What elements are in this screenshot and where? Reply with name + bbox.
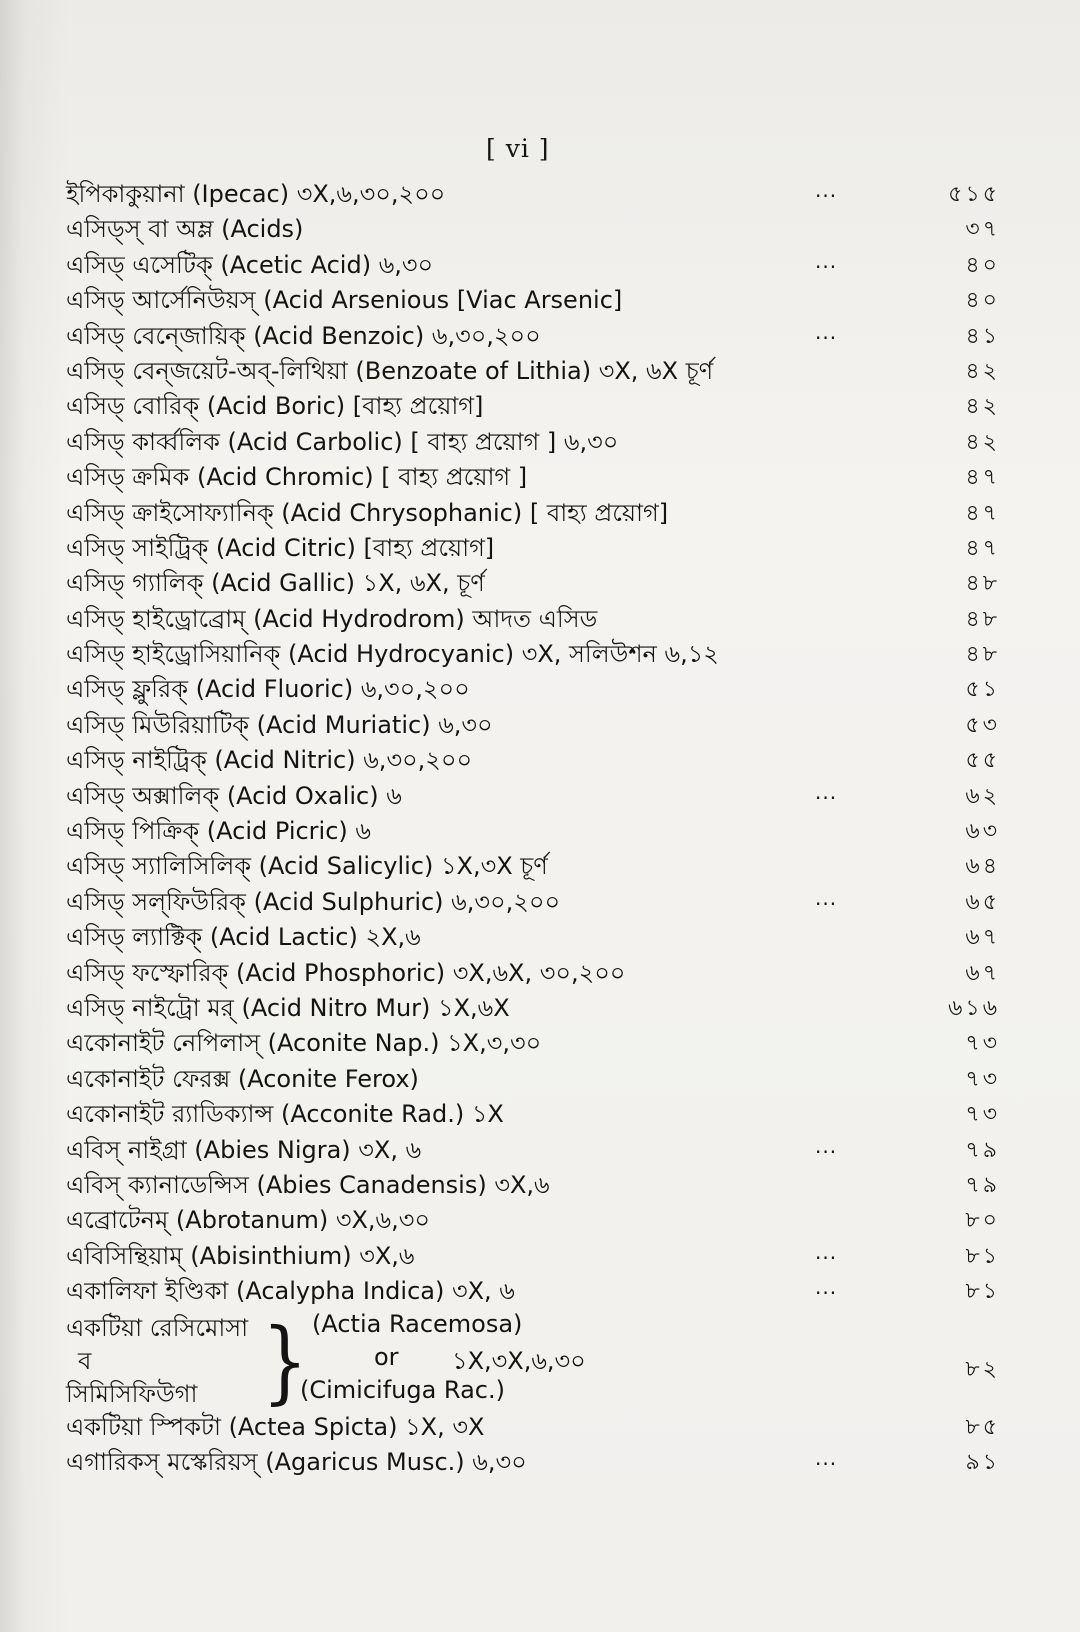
index-entry: [66, 708, 1006, 743]
entry-page: ৪২: [965, 358, 1000, 384]
index-entry: [66, 1026, 1006, 1061]
entry-page: ৪০: [965, 252, 1000, 278]
index-entry: [66, 956, 1006, 991]
index-entry: [66, 1203, 1006, 1238]
group-english-name-1: (Actia Racemosa): [312, 1309, 523, 1338]
entry-page: ৮১: [965, 1279, 1000, 1305]
entry-page: ৬৫: [965, 889, 1000, 915]
entry-page: ৭৩: [965, 1102, 1000, 1128]
index-entry: [66, 566, 1006, 601]
entry-name: এগারিকস্ মস্কেরিয়স্ (Agaricus Musc.) ৬,৩০: [66, 1447, 527, 1476]
entry-page: ৫১৫: [948, 182, 1000, 207]
entry-page: ৫৩: [965, 712, 1000, 738]
entry-name: এসিড্ আর্সেনিউয়স্ (Acid Arsenious [Viac Arsenic]: [66, 286, 623, 315]
index-entry: [66, 425, 1006, 460]
entry-page: ৪১: [965, 323, 1000, 349]
index-entry: [66, 991, 1006, 1026]
index-entry: [66, 1062, 1006, 1097]
index-entry: [66, 248, 1006, 283]
entry-name: এসিড্ ল্যাক্টিক্ (Acid Lactic) ২X,৬: [66, 923, 421, 952]
leader-dots: ...: [815, 1445, 838, 1470]
index-entry: [66, 212, 1006, 247]
group-bengali-line-2: ব: [78, 1346, 92, 1375]
entry-name: এবিসিন্থিয়াম্ (Abisinthium) ৩X,৬: [66, 1241, 415, 1270]
leader-dots: ...: [815, 178, 838, 202]
entry-page: ৪৭: [965, 535, 1000, 561]
entry-page: ৯১: [965, 1449, 1000, 1475]
entry-name: এসিড্ মিউরিয়াটিক্ (Acid Muriatic) ৬,৩০: [66, 710, 493, 739]
entry-page: ৭৯: [965, 1172, 1000, 1198]
entry-name: এসিড্ এসেটিক্ (Acetic Acid) ৬,৩০: [66, 250, 434, 279]
entry-name: এসিড্ অক্সালিক্ (Acid Oxalic) ৬: [66, 781, 402, 810]
entry-name: এসিড্ স্যালিসিলিক্ (Acid Salicylic) ১X,৩X চূর্ণ: [66, 852, 548, 881]
entry-page: ৪৭: [965, 500, 1000, 526]
index-entry: [66, 177, 1006, 212]
index-entry: [66, 354, 1006, 389]
entry-page: ৭৯: [965, 1137, 1000, 1163]
entry-name: এসিড্স্ বা অম্ল (Acids): [66, 215, 304, 244]
leader-dots: ...: [815, 779, 838, 804]
entry-name: এসিড্ বোরিক্ (Acid Boric) [বাহ্য প্রয়োগ]: [66, 392, 484, 421]
leader-dots: ...: [815, 319, 838, 344]
index-entry: [66, 1133, 1006, 1168]
entry-page: ৮০: [965, 1208, 1000, 1234]
group-english-name-2: (Cimicifuga Rac.): [300, 1375, 505, 1404]
index-entry: [66, 389, 1006, 424]
entry-name: এসিড্ হাইড্রোব্রোম্ (Acid Hydrodrom) আদত এসিড: [66, 604, 598, 633]
index-entry: [66, 779, 1006, 814]
group-potency: ১X,৩X,৬,৩০: [452, 1346, 586, 1375]
index-entry: [66, 1239, 1006, 1274]
entry-name: এব্রোটেনম্ (Abrotanum) ৩X,৬,৩০: [66, 1206, 431, 1235]
index-entry: [66, 1274, 1006, 1309]
entry-page: ৪৭: [965, 465, 1000, 491]
entry-name: একটিয়া স্পিকটা (Actea Spicta) ১X, ৩X: [66, 1412, 485, 1441]
entry-page: ৪২: [965, 429, 1000, 455]
index-entry: [66, 1410, 1006, 1445]
entry-name: এসিড্ সল্‌ফিউরিক্ (Acid Sulphuric) ৬,৩০,২০০: [66, 887, 561, 916]
entry-page: ৫৫: [965, 748, 1000, 774]
entry-name: এসিড্ হাইড্রোসিয়ানিক্ (Acid Hydrocyanic) ৩X, সলিউশন ৬,১২: [66, 640, 719, 669]
entry-name: একালিফা ইণ্ডিকা (Acalypha Indica) ৩X, ৬: [66, 1277, 515, 1306]
entry-name: একোনাইট ফেরক্স (Aconite Ferox): [66, 1064, 419, 1093]
entry-page: ৮১: [965, 1243, 1000, 1269]
index-entry: [66, 743, 1006, 778]
entry-page: ৬১৬: [948, 995, 1000, 1021]
leader-dots: ...: [815, 1239, 838, 1264]
entry-name: এসিড্ ফ্লুরিক্ (Acid Fluoric) ৬,৩০,২০০: [66, 675, 470, 704]
group-bengali-line-3: সিমিসিফিউগা: [66, 1379, 198, 1408]
entry-page: ৬৭: [965, 960, 1000, 986]
group-or: or: [374, 1342, 399, 1371]
entry-page: ৪০: [965, 288, 1000, 314]
entry-page: ৪৮: [965, 642, 1000, 668]
entry-page: ৬২: [965, 783, 1000, 809]
entry-page: ৮২: [965, 1356, 1000, 1382]
leader-dots: ...: [815, 885, 838, 910]
entry-name: এসিড্ কার্ব্বলিক (Acid Carbolic) [ বাহ্য প্রয়োগ ] ৬,৩০: [66, 427, 619, 456]
entry-name: এসিড্ নাইট্রিক্ (Acid Nitric) ৬,৩০,২০০: [66, 746, 473, 775]
index-entry: [66, 885, 1006, 920]
entry-page: ৬৭: [965, 925, 1000, 951]
entry-page: ৭৩: [965, 1066, 1000, 1092]
entry-page: ৩৭: [965, 217, 1000, 243]
index-entry: [66, 814, 1006, 849]
index-entry: [66, 1168, 1006, 1203]
index-entry: [66, 319, 1006, 354]
entry-name: এসিড্ ক্রাইসোফ্যানিক্ (Acid Chrysophanic) [ বাহ্য প্রয়োগ]: [66, 498, 669, 527]
entry-name: একোনাইট র‍্যাডিক্যান্স (Acconite Rad.) ১X: [66, 1100, 504, 1129]
index-list: [66, 177, 1006, 1480]
index-entry: [66, 460, 1006, 495]
curly-brace: }: [262, 1308, 308, 1413]
entry-name: একোনাইট নেপিলাস্ (Aconite Nap.) ১X,৩,৩০: [66, 1029, 542, 1058]
leader-dots: ...: [815, 248, 838, 273]
entry-name: ইপিকাকুয়ানা (Ipecac) ৩X,৬,৩০,২০০: [66, 180, 446, 208]
index-entry: [66, 637, 1006, 672]
leader-dots: ...: [815, 1133, 838, 1158]
index-entry: [66, 672, 1006, 707]
index-entry: [66, 1097, 1006, 1132]
entry-name: এবিস্ নাইগ্রা (Abies Nigra) ৩X, ৬: [66, 1135, 422, 1164]
group-bengali-line-1: একটিয়া রেসিমোসা: [66, 1313, 249, 1342]
entry-page: ৫১: [965, 677, 1000, 703]
entry-name: এসিড্ ক্রমিক (Acid Chromic) [ বাহ্য প্রয়োগ ]: [66, 463, 528, 492]
index-entry: [66, 531, 1006, 566]
entry-name: এসিড্ নাইট্রো মর্ (Acid Nitro Mur) ১X,৬X: [66, 993, 510, 1022]
entry-page: ৪৮: [965, 571, 1000, 597]
grouped-entry: [66, 1308, 1006, 1413]
entry-page: ৬৩: [965, 819, 1000, 845]
entry-name: এসিড্ পিক্রিক্ (Acid Picric) ৬: [66, 817, 372, 846]
index-entry: [66, 496, 1006, 531]
entry-page: ৬৪: [965, 854, 1000, 880]
page-number: [ vi ]: [486, 134, 550, 163]
entry-name: এসিড্ সাইট্রিক্ (Acid Citric) [বাহ্য প্রয়োগ]: [66, 533, 495, 562]
index-entry: [66, 1445, 1006, 1480]
entry-name: এসিড্ গ্যালিক্ (Acid Gallic) ১X, ৬X, চূর্ণ: [66, 569, 485, 598]
entry-name: এসিড্ বেন্জোয়িক্ (Acid Benzoic) ৬,৩০,২০০: [66, 321, 541, 350]
entry-page: ৮৫: [965, 1414, 1000, 1440]
entry-page: ৭৩: [965, 1031, 1000, 1057]
index-entry: [66, 849, 1006, 884]
entry-name: এসিড্ বেন্জয়েট-অব্-লিথিয়া (Benzoate of Lithia) ৩X, ৬X চূর্ণ: [66, 356, 714, 385]
leader-dots: ...: [815, 1275, 838, 1300]
index-entry: [66, 602, 1006, 637]
entry-page: ৪৮: [965, 606, 1000, 632]
entry-name: এবিস্ ক্যানাডেন্সিস (Abies Canadensis) ৩X,৬: [66, 1170, 550, 1199]
entry-page: ৪২: [965, 394, 1000, 420]
index-entry: [66, 920, 1006, 955]
entry-name: এসিড্ ফস্ফোরিক্ (Acid Phosphoric) ৩X,৬X, ৩০,২০০: [66, 958, 626, 987]
index-entry: [66, 283, 1006, 318]
